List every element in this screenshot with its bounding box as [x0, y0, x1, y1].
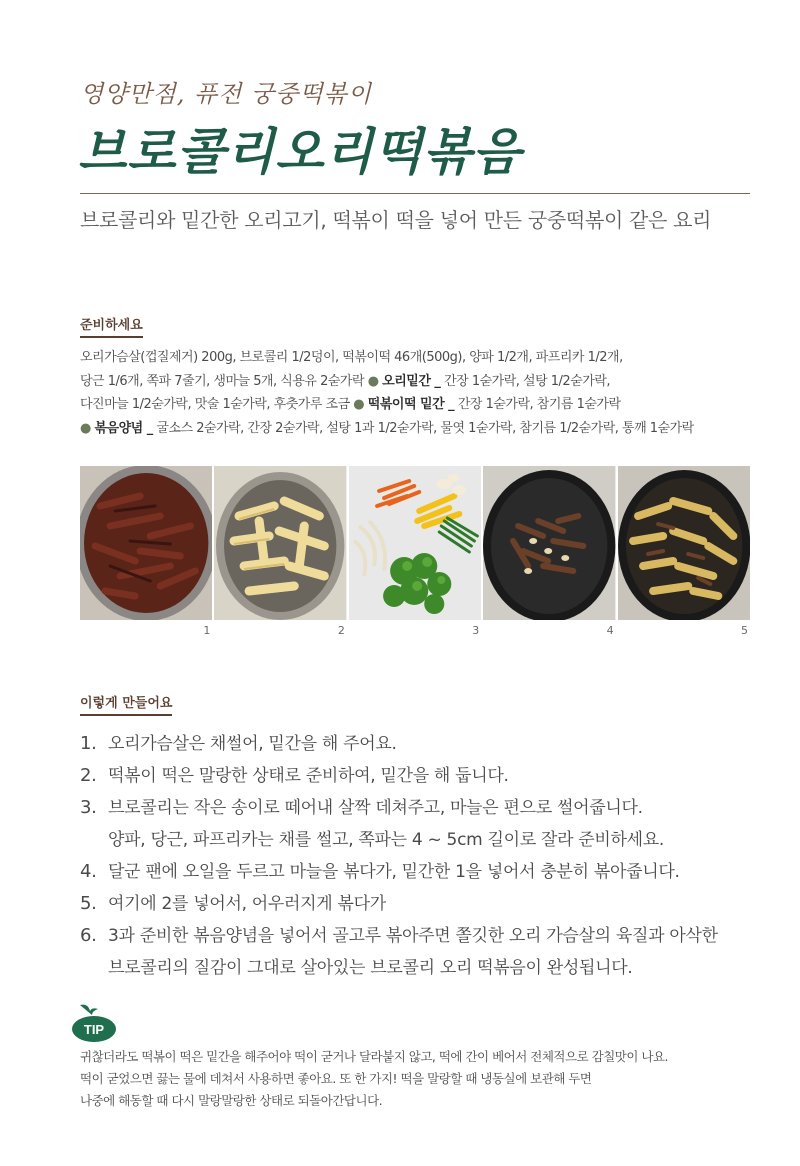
step-text: 떡볶이 떡은 말랑한 상태로 준비하여, 밑간을 해 둡니다. — [108, 766, 509, 786]
photo-marinated-duck — [80, 466, 212, 620]
photo-finished-dish — [618, 466, 750, 620]
ingredients-line — [80, 370, 770, 394]
step-text: 오리가슴살은 채썰어, 밑간을 해 주어요. — [108, 734, 397, 754]
step-item — [80, 760, 770, 792]
ingredients-text: 다진마늘 1/2숟가락, 맛술 1숟가락, 후춧가루 조금 — [80, 397, 354, 412]
step-item — [80, 728, 770, 760]
ingredients-text: 오리가슴살(껍질제거) 200g, 브로콜리 1/2덩이, 떡볶이떡 46개(500g), 양파 1/2개, 파프리카 1/2개, — [80, 350, 623, 365]
tip-line: 나중에 해동할 때 다시 말랑말랑한 상태로 되돌아간답니다. — [80, 1093, 383, 1108]
tip-text — [80, 1046, 780, 1112]
step-continuation: 양파, 당근, 파프리카는 채를 썰고, 쪽파는 4 ~ 5cm 길이로 잘라 준비하세요. — [108, 830, 665, 850]
title-divider — [80, 193, 750, 194]
step-number: 4. — [80, 861, 97, 882]
ingredients-heading: 준비하세요 — [80, 314, 143, 338]
recipe-title: 브로콜리오리떡볶음 — [78, 122, 522, 181]
photo-numbers — [80, 624, 750, 640]
recipe-description: 브로콜리와 밑간한 오리고기, 떡볶이 떡을 넣어 만든 궁중떡볶이 같은 요리 — [80, 208, 712, 232]
step-number: 6. — [80, 925, 97, 946]
photo-prepared-vegetables — [349, 466, 481, 620]
rice-cake-marinade-label: 떡볶이떡 밑간 _ — [367, 397, 455, 412]
ingredients-text: 간장 1숟가락, 참기름 1숟가락 — [454, 397, 621, 412]
ingredients-line — [80, 393, 770, 417]
tip-badge — [70, 1003, 118, 1043]
step-text: 브로콜리는 작은 송이로 떼어내 살짝 데쳐주고, 마늘은 편으로 썰어줍니다. — [108, 798, 643, 818]
stir-fry-sauce-label: 볶음양념 _ — [94, 420, 153, 436]
tip-leaf-icon — [70, 1003, 118, 1043]
step-photos — [80, 466, 750, 620]
tip-label: TIP — [83, 1022, 105, 1037]
duck-marinade-label: 오리밑간 _ — [382, 373, 441, 389]
bullet-icon: ● — [80, 420, 91, 436]
ingredients-list — [80, 346, 770, 440]
ingredients-text: 간장 1숟가락, 설탕 1/2숟가락, — [440, 373, 611, 389]
photo-number: 3 — [472, 624, 480, 637]
step-number: 1. — [80, 733, 97, 754]
photo-number: 1 — [203, 624, 211, 637]
step-text: 달군 팬에 오일을 두르고 마늘을 볶다가, 밑간한 1을 넣어서 충분히 볶아줍니다. — [108, 862, 680, 882]
step-number: 5. — [80, 893, 97, 914]
photo-number: 4 — [606, 624, 614, 637]
step-text: 여기에 2를 넣어서, 어우러지게 볶다가 — [108, 894, 386, 914]
method-steps — [80, 728, 770, 984]
bullet-icon: ● — [367, 373, 379, 389]
method-heading: 이렇게 만들어요 — [80, 692, 172, 716]
photo-duck-in-pan — [483, 466, 615, 620]
ingredients-line — [80, 417, 770, 441]
step-item — [80, 888, 770, 920]
photo-number: 5 — [741, 624, 749, 637]
step-item — [80, 856, 770, 888]
step-continuation: 브로콜리의 질감이 그대로 살아있는 브로콜리 오리 떡볶음이 완성됩니다. — [108, 958, 633, 978]
step-text: 3과 준비한 볶음양념을 넣어서 골고루 볶아주면 쫄깃한 오리 가슴살의 육질과 아삭한 — [108, 926, 718, 946]
recipe-subtitle: 영양만점, 퓨전 궁중떡볶이 — [80, 80, 372, 108]
photo-number: 2 — [337, 624, 345, 637]
ingredients-text: 굴소스 2숟가락, 간장 2숟가락, 설탕 1과 1/2숟가락, 물엿 1숟가락, 참기름 1/2숟가락, 통깨 1숟가락 — [152, 420, 694, 436]
step-item — [80, 792, 770, 824]
bullet-icon: ● — [353, 397, 365, 412]
ingredients-text: 당근 1/6개, 쪽파 7줄기, 생마늘 5개, 식용유 2숟가락 — [80, 373, 368, 389]
ingredients-line — [80, 346, 770, 370]
step-number: 3. — [80, 797, 97, 818]
step-item — [80, 920, 770, 952]
step-number: 2. — [80, 765, 97, 786]
tip-line: 귀찮더라도 떡볶이 떡은 밑간을 해주어야 떡이 굳거나 달라붙지 않고, 떡에 간이 베어서 전체적으로 감칠맛이 나요. — [80, 1049, 669, 1064]
tip-line: 떡이 굳었으면 끓는 물에 데쳐서 사용하면 좋아요. 또 한 가지! 떡을 말랑할 때 냉동실에 보관해 두면 — [80, 1071, 592, 1086]
photo-rice-cakes — [214, 466, 346, 620]
